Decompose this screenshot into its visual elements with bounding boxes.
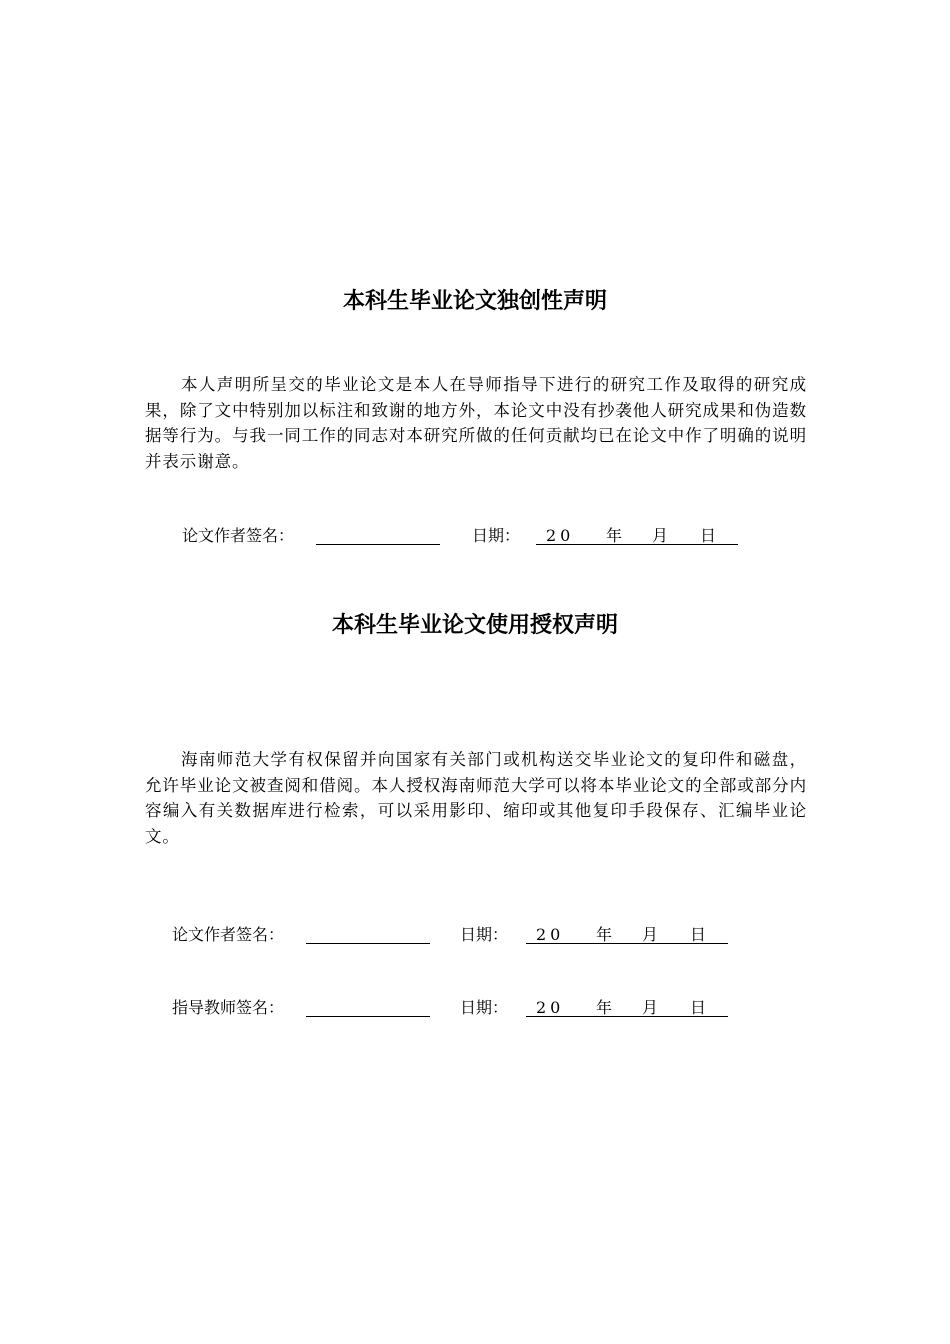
date-label: 日期： [460,998,509,1017]
date-year-prefix: 20 [536,925,565,944]
advisor-signature-field[interactable] [306,996,430,1017]
date-year-prefix: 20 [546,526,575,545]
date-month: 月 [642,925,659,944]
author-signature-label: 论文作者签名： [182,526,295,545]
author-signature-field[interactable] [316,524,440,545]
originality-signature-row [182,524,742,548]
date-year-prefix: 20 [536,998,565,1017]
originality-title: 本科生毕业论文独创性声明 [342,289,607,314]
advisor-signature-label: 指导教师签名： [172,998,285,1017]
date-day: 日 [690,925,707,944]
authorization-advisor-signature-row [172,996,732,1020]
author-signature-label: 论文作者签名： [172,925,285,944]
date-field[interactable] [526,996,728,1017]
authorization-author-signature-row [172,923,732,947]
date-year: 年 [606,526,623,545]
date-day: 日 [690,998,707,1017]
author-signature-field[interactable] [306,923,430,944]
date-field[interactable] [526,923,728,944]
date-month: 月 [652,526,669,545]
date-label: 日期： [460,925,509,944]
date-year: 年 [596,998,613,1017]
date-day: 日 [700,526,717,545]
date-field[interactable] [536,524,738,545]
authorization-statement: 海南师范大学有权保留并向国家有关部门或机构送交毕业论文的复印件和磁盘，允许毕业论文被查阅和借阅。本人授权海南师范大学可以将本毕业论文的全部或部分内容编入有关数据库进行检索，可以采用影印、缩印或其他复印手段保存、汇编毕业论文。 [145,750,807,846]
date-month: 月 [642,998,659,1017]
originality-statement: 本人声明所呈交的毕业论文是本人在导师指导下进行的研究工作及取得的研究成果，除了文中特别加以标注和致谢的地方外，本论文中没有抄袭他人研究成果和伪造数据等行为。与我一同工作的同志对本研究所做的任何贡献均已在论文中作了明确的说明并表示谢意。 [145,375,807,471]
authorization-title: 本科生毕业论文使用授权声明 [331,613,618,638]
date-label: 日期： [472,526,521,545]
date-year: 年 [596,925,613,944]
